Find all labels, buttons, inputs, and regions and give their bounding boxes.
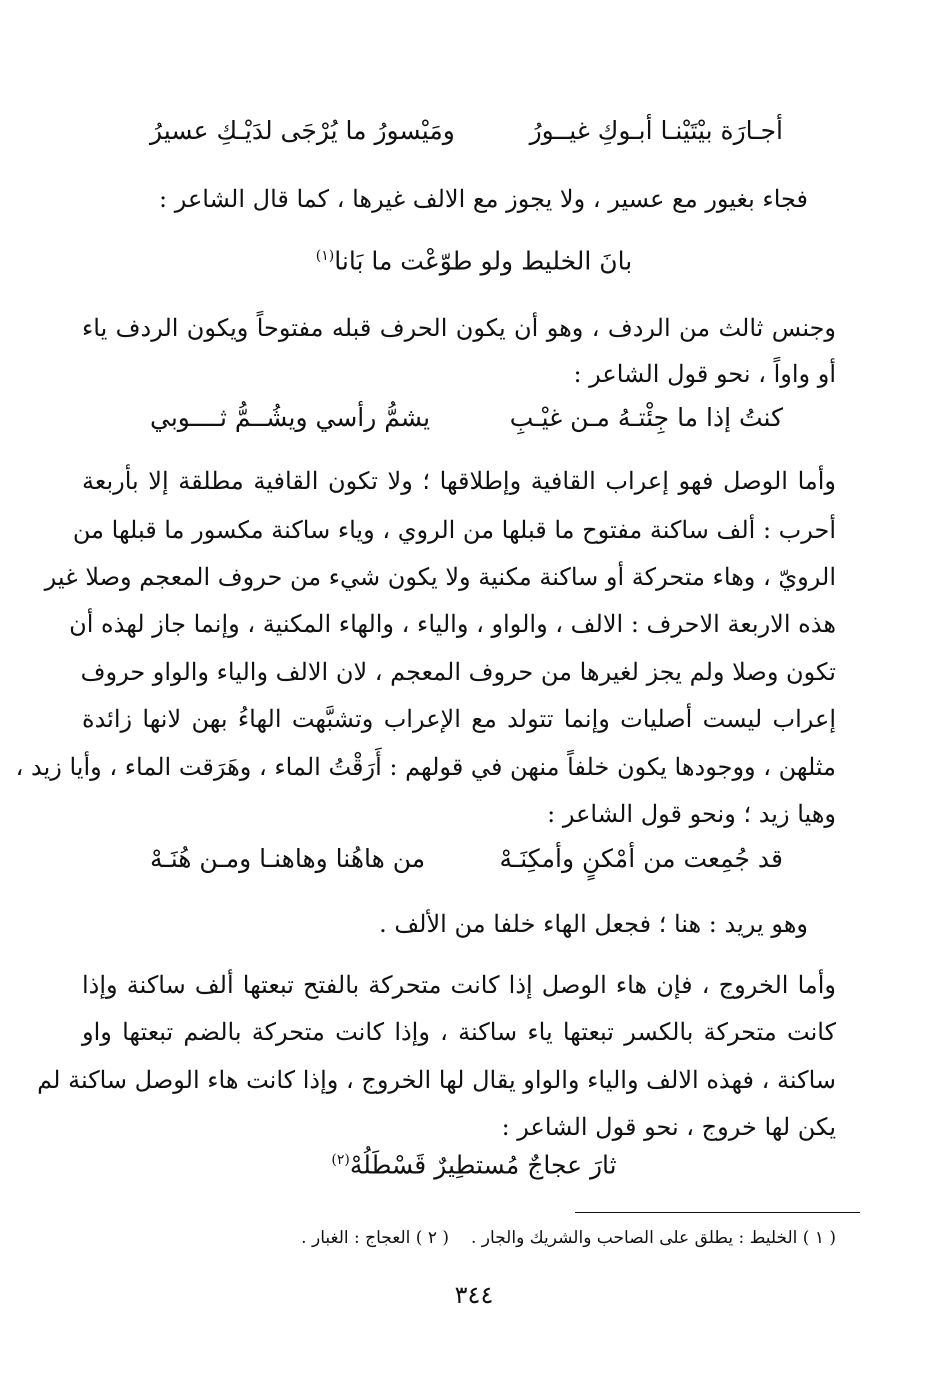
- paragraph-2-line: وجنس ثالث من الردف ، وهو أن يكون الحرف قبله مفتوحاً ويكون الردف ياء: [82, 314, 836, 342]
- paragraph-3-line: الرويّ ، وهاء متحركة أو ساكنة مكنية ولا يكون شيء من حروف المعجم وصلا غير: [44, 563, 836, 591]
- paragraph-2-line: أو واواً ، نحو قول الشاعر :: [573, 360, 836, 388]
- verse-3-right-hemistich: كنتُ إذا ما جِئْتـهُ مـن غيْـبِ: [509, 403, 783, 432]
- verse-5-text: ثارَ عجاجٌ مُستطِيرٌ قَسْطَلُهْ: [349, 1150, 617, 1180]
- footnote-separator: [575, 1212, 860, 1213]
- verse-4-left-hemistich: من هاهُنا وهاهنـا ومـن هُنَـهْ: [150, 844, 426, 873]
- paragraph-3-line: تكون وصلا ولم يجز لغيرها من حروف المعجم ، لان الالف والياء والواو حروف: [80, 658, 836, 686]
- paragraph-4-line: وهو يريد : هنا ؛ فجعل الهاء خلفا من الألف .: [379, 910, 808, 938]
- verse-2-text: بانَ الخليط ولو طوّعْت ما بَانا: [334, 246, 633, 276]
- paragraph-5-line: ساكنة ، فهذه الالف والياء والواو يقال لها الخروج ، وإذا كانت هاء الوصل ساكنة لم: [37, 1066, 836, 1094]
- paragraph-3-line: وهيا زيد ؛ ونحو قول الشاعر :: [547, 800, 836, 828]
- footnote-1: ( ١ ) الخليط : يطلق على الصاحب والشريك والجار .: [471, 1228, 836, 1248]
- footnote-marker-1: (١): [315, 248, 335, 264]
- page-number: ٣٤٤: [454, 1281, 494, 1309]
- footnote-2: ( ٢ ) العجاج : الغبار .: [301, 1228, 449, 1248]
- verse-1: [150, 113, 783, 149]
- verse-5: [0, 1142, 948, 1183]
- paragraph-3-line: مثلهن ، ووجودها يكون خلفاً منهن في قولهم : أَرَقْتُ الماء ، وهَرَقت الماء ، وأيا زيد ،: [15, 753, 836, 781]
- paragraph-1-line: فجاء بغيور مع عسير ، ولا يجوز مع الالف غيرها ، كما قال الشاعر :: [159, 185, 808, 213]
- verse-1-right-hemistich: أجـارَة بيْتَيْنـا أبـوكِ غيــورُ: [529, 116, 783, 145]
- paragraph-5-line: كانت متحركة بالكسر تبعتها ياء ساكنة ، وإذا كانت متحركة بالضم تبعتها واو: [82, 1018, 836, 1046]
- verse-1-left-hemistich: ومَيْسورُ ما يُرْجَى لدَيْـكِ عسيرُ: [150, 116, 455, 145]
- verse-3-left-hemistich: يشمُّ رأسي ويشُــمُّ ثــــوبي: [150, 403, 431, 432]
- verse-4-right-hemistich: قد جُمِعت من أمْكنٍ وأمكِنَـهْ: [499, 844, 783, 873]
- paragraph-3-line: هذه الاربعة الاحرف : الالف ، والواو ، والياء ، والهاء المكنية ، وإنما جاز لهذه أن: [69, 610, 836, 638]
- paragraph-3-line: إعراب ليست أصليات وإنما تتولد مع الإعراب وتشبَّهت الهاءُ بهن لانها زائدة: [82, 705, 836, 733]
- footnote-marker-2: (٢): [331, 1152, 350, 1168]
- verse-2: [0, 238, 948, 279]
- paragraph-5-line: وأما الخروج ، فإن هاء الوصل إذا كانت متحركة بالفتح تبعتها ألف ساكنة وإذا: [82, 971, 836, 999]
- footnotes: [301, 1226, 836, 1250]
- verse-3: [150, 400, 783, 436]
- verse-4: [150, 841, 783, 877]
- paragraph-5-line: يكن لها خروج ، نحو قول الشاعر :: [501, 1113, 836, 1141]
- paragraph-3-line: وأما الوصل فهو إعراب القافية وإطلاقها ؛ ولا تكون القافية مطلقة إلا بأربعة: [82, 467, 836, 495]
- paragraph-3-line: أحرب : ألف ساكنة مفتوح ما قبلها من الروي ، وياء ساكنة مكسور ما قبلها من: [72, 516, 836, 544]
